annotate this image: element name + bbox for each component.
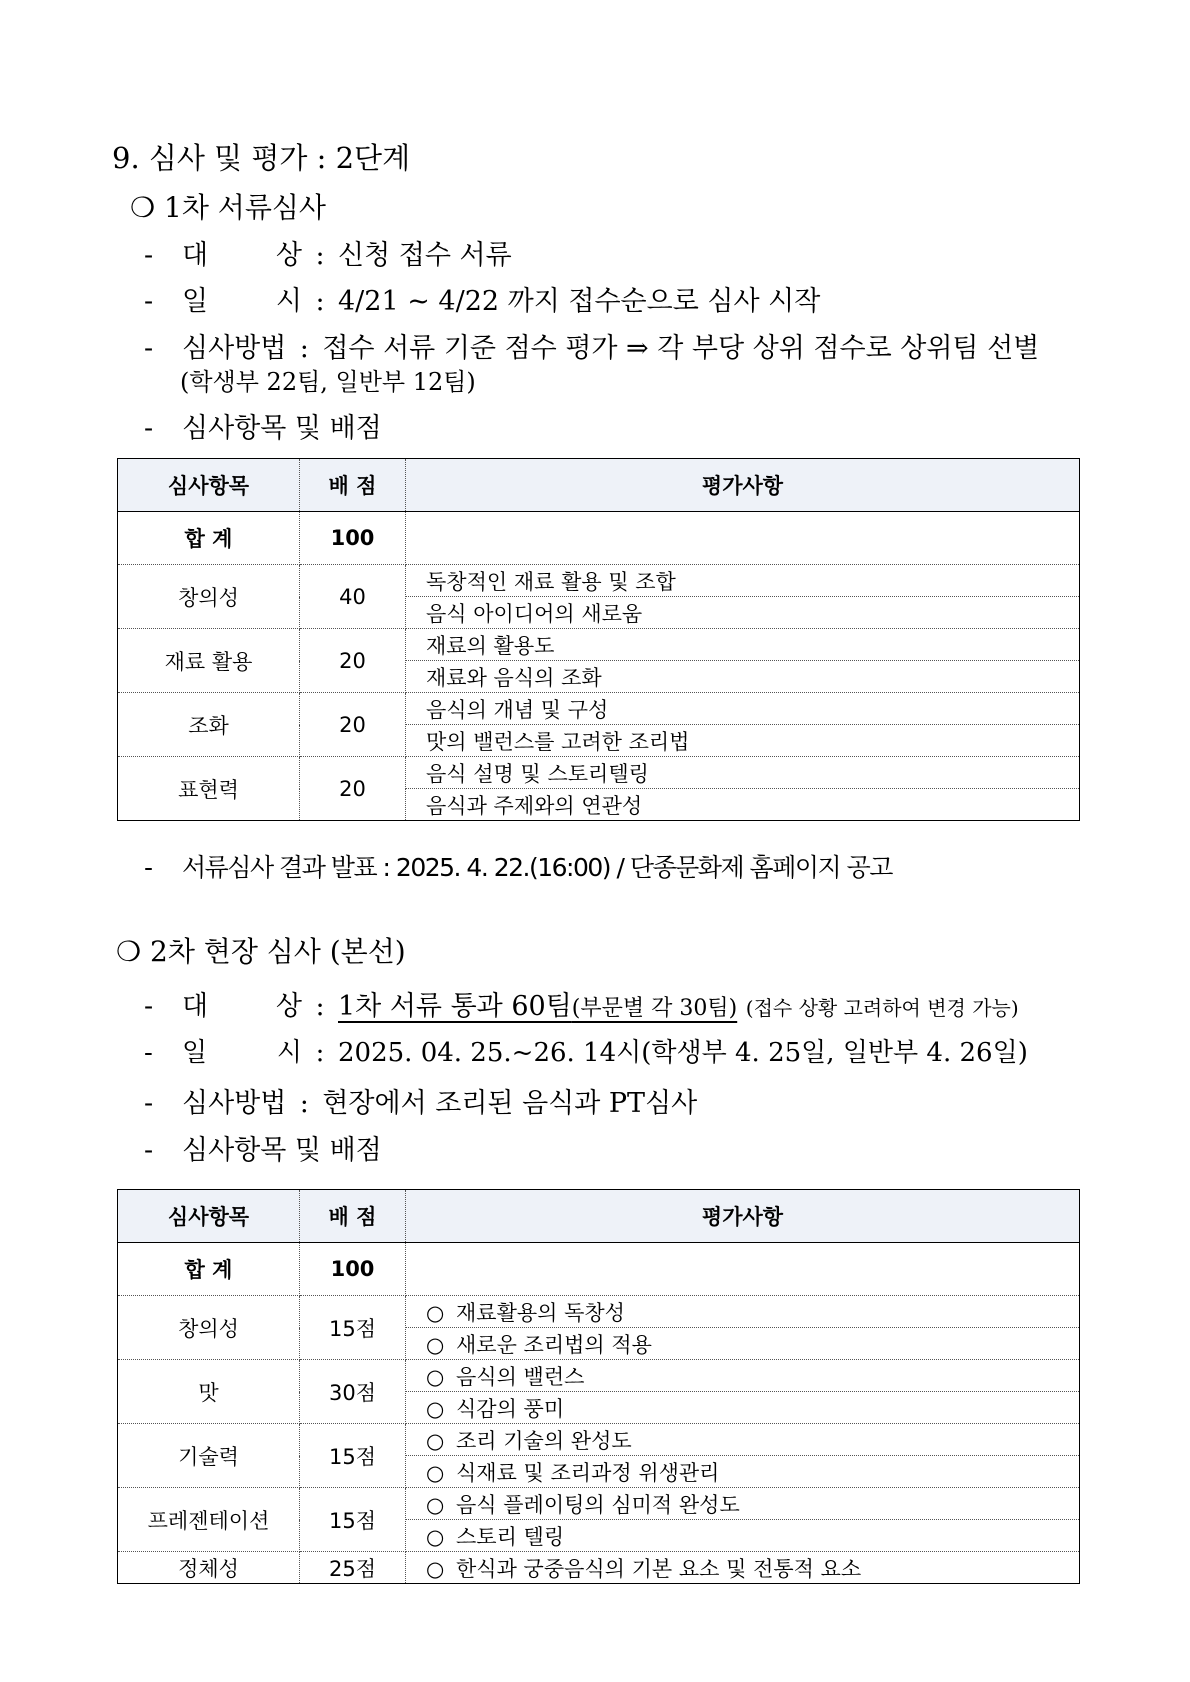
table-row	[118, 1296, 1080, 1328]
stage1-method-value: 접수 서류 기준 점수 평가 ⇒ 각 부당 상위 점수로 상위팀 선별	[322, 333, 1040, 364]
points-cell: 15점	[300, 1296, 406, 1360]
header-points: 배 점	[300, 459, 406, 512]
stage2-score-table	[117, 1189, 1080, 1584]
detail-cell: 음식과 주제와의 연관성	[406, 789, 1080, 821]
stage2-method-label: 심사방법	[182, 1088, 287, 1119]
bullet-icon: ○	[426, 1332, 445, 1357]
detail-cell: 재료와 음식의 조화	[406, 661, 1080, 693]
stage2-target-main-group	[338, 991, 737, 1022]
table-row	[118, 1552, 1080, 1584]
criterion-cell: 조화	[118, 693, 300, 757]
table-row	[118, 629, 1080, 661]
stage2-date-label: 일 시	[182, 1038, 302, 1068]
bullet-icon: ○	[426, 1428, 445, 1453]
criterion-cell: 재료 활용	[118, 629, 300, 693]
header-criterion: 심사항목	[118, 1190, 300, 1243]
stage1-title: ❍ 1차 서류심사	[130, 191, 326, 224]
header-points: 배 점	[300, 1190, 406, 1243]
detail-cell	[406, 1488, 1080, 1520]
bullet-icon: ○	[426, 1396, 445, 1421]
detail-text: 조리 기술의 완성도	[456, 1428, 632, 1453]
bullet-icon: ○	[426, 1492, 445, 1517]
bullet-icon: ○	[426, 1524, 445, 1549]
stage2-target-label: 대 상	[182, 991, 302, 1022]
stage2-title: ❍ 2차 현장 심사 (본선)	[116, 935, 406, 968]
table-row	[118, 1424, 1080, 1456]
header-criterion: 심사항목	[118, 459, 300, 512]
detail-cell: 독창적인 재료 활용 및 조합	[406, 565, 1080, 597]
detail-cell: 음식 설명 및 스토리텔링	[406, 757, 1080, 789]
stage1-date: - 일 시 : 4/21 ~ 4/22 까지 접수순으로 심사 시작	[144, 279, 820, 318]
points-cell: 30점	[300, 1360, 406, 1424]
table-row	[118, 693, 1080, 725]
detail-cell: 음식 아이디어의 새로움	[406, 597, 1080, 629]
table-row	[118, 565, 1080, 597]
stage1-target-label: 대 상	[182, 240, 302, 271]
table-row	[118, 1488, 1080, 1520]
criterion-cell: 창의성	[118, 1296, 300, 1360]
detail-text: 새로운 조리법의 적용	[456, 1332, 652, 1357]
criterion-cell: 정체성	[118, 1552, 300, 1584]
stage1-date-value: 4/21 ~ 4/22 까지 접수순으로 심사 시작	[338, 286, 821, 317]
header-details: 평가사항	[406, 1190, 1080, 1243]
stage1-items: - 심사항목 및 배점	[144, 413, 382, 444]
detail-cell	[406, 1520, 1080, 1552]
stage2-date: - 일 시 : 2025. 04. 25.~26. 14시(학생부 4. 25일, 일반부 4. 26일)	[144, 1032, 1028, 1069]
points-cell: 20	[300, 693, 406, 757]
total-points: 100	[300, 1243, 406, 1296]
total-points: 100	[300, 512, 406, 565]
detail-cell: 맛의 밸런스를 고려한 조리법	[406, 725, 1080, 757]
bullet-icon: ○	[426, 1364, 445, 1389]
stage2-target: - 대 상 : 1차 서류 통과 60팀(부문별 각 30팀) (접수 상황 고려하여 변경 가능)	[144, 984, 1019, 1023]
criterion-cell: 맛	[118, 1360, 300, 1424]
stage2-items: - 심사항목 및 배점	[144, 1135, 382, 1166]
detail-text: 음식 플레이팅의 심미적 완성도	[456, 1492, 740, 1517]
total-label: 합 계	[118, 512, 300, 565]
points-cell: 15점	[300, 1488, 406, 1552]
detail-text: 한식과 궁중음식의 기본 요소 및 전통적 요소	[456, 1556, 862, 1581]
total-label: 합 계	[118, 1243, 300, 1296]
detail-text: 스토리 텔링	[456, 1524, 565, 1549]
criterion-cell: 프레젠테이션	[118, 1488, 300, 1552]
table-row	[118, 1360, 1080, 1392]
total-row	[118, 512, 1080, 565]
criterion-cell: 표현력	[118, 757, 300, 821]
stage1-method: - 심사방법 : 접수 서류 기준 점수 평가 ⇒ 각 부당 상위 점수로 상위팀 선별	[144, 326, 1039, 365]
detail-text: 식재료 및 조리과정 위생관리	[456, 1460, 720, 1485]
detail-text: 재료활용의 독창성	[456, 1300, 625, 1325]
points-cell: 40	[300, 565, 406, 629]
detail-cell	[406, 1296, 1080, 1328]
header-details: 평가사항	[406, 459, 1080, 512]
section-heading: 9. 심사 및 평가 : 2단계	[112, 141, 411, 175]
stage1-target-value: 신청 접수 서류	[338, 240, 512, 271]
detail-cell	[406, 1456, 1080, 1488]
criterion-cell: 기술력	[118, 1424, 300, 1488]
total-row	[118, 1243, 1080, 1296]
table-row	[118, 757, 1080, 789]
detail-cell	[406, 1552, 1080, 1584]
stage2-target-paren: (부문별 각 30팀)	[571, 996, 738, 1021]
stage1-method-note: (학생부 22팀, 일반부 12팀)	[180, 368, 476, 396]
stage2-method: - 심사방법 : 현장에서 조리된 음식과 PT심사	[144, 1081, 697, 1120]
stage2-target-note: (접수 상황 고려하여 변경 가능)	[745, 996, 1019, 1020]
stage1-score-table	[117, 458, 1080, 821]
detail-text: 음식의 밸런스	[456, 1364, 585, 1389]
detail-cell	[406, 1328, 1080, 1360]
detail-cell	[406, 1424, 1080, 1456]
points-cell: 15점	[300, 1424, 406, 1488]
detail-cell	[406, 1360, 1080, 1392]
stage1-items-label: 심사항목 및 배점	[182, 413, 382, 444]
detail-cell	[406, 1392, 1080, 1424]
points-cell: 25점	[300, 1552, 406, 1584]
detail-cell: 음식의 개념 및 구성	[406, 693, 1080, 725]
stage2-method-value: 현장에서 조리된 음식과 PT심사	[322, 1088, 698, 1119]
stage2-date-value: 2025. 04. 25.~26. 14시(학생부 4. 25일, 일반부 4. 26일)	[338, 1038, 1028, 1068]
criterion-cell: 창의성	[118, 565, 300, 629]
points-cell: 20	[300, 757, 406, 821]
stage1-date-label: 일 시	[182, 286, 302, 317]
bullet-icon: ○	[426, 1556, 445, 1581]
stage1-target: - 대 상 : 신청 접수 서류	[144, 233, 512, 272]
bullet-icon: ○	[426, 1460, 445, 1485]
stage1-result-text: 서류심사 결과 발표 : 2025. 4. 22.(16:00) / 단종문화제 홈페이지 공고	[182, 853, 892, 882]
stage1-result: - 서류심사 결과 발표 : 2025. 4. 22.(16:00) / 단종문화제 홈페이지 공고	[144, 853, 892, 882]
detail-cell: 재료의 활용도	[406, 629, 1080, 661]
bullet-icon: ○	[426, 1300, 445, 1325]
stage1-method-label: 심사방법	[182, 333, 287, 364]
points-cell: 20	[300, 629, 406, 693]
detail-text: 식감의 풍미	[456, 1396, 565, 1421]
stage2-target-main: 1차 서류 통과 60팀	[338, 991, 572, 1022]
stage2-items-label: 심사항목 및 배점	[182, 1135, 382, 1166]
